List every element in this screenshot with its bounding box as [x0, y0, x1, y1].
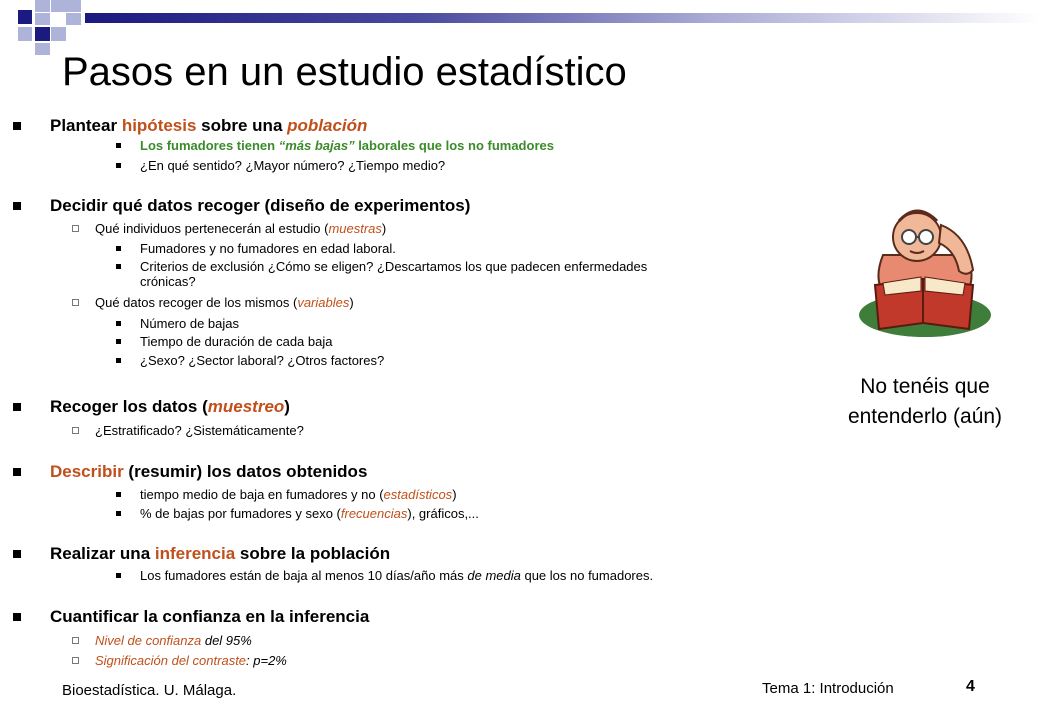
page-number: 4 [966, 678, 975, 695]
list-item: Criterios de exclusión ¿Cómo se eligen? ¿Descartamos los que padecen enfermedades [140, 259, 648, 274]
bullet-design: Decidir qué datos recoger (diseño de experimentos) [50, 196, 471, 215]
header-square [66, 13, 81, 25]
bullet-inference: Realizar una inferencia sobre la población [50, 544, 391, 563]
header-gradient-bar [85, 13, 1040, 23]
caption-line: No tenéis que [860, 375, 990, 398]
list-item: Fumadores y no fumadores en edad laboral. [140, 241, 396, 256]
list-item: ¿En qué sentido? ¿Mayor número? ¿Tiempo medio? [140, 158, 446, 173]
list-item: Número de bajas [140, 316, 239, 331]
list-item: Nivel de confianza del 95% [95, 633, 252, 648]
list-item: Los fumadores tienen “más bajas” laborales que los no fumadores [140, 138, 554, 153]
footer-topic: Tema 1: Introdución [762, 680, 894, 697]
list-item: Los fumadores están de baja al menos 10 días/año más de media que los no fumadores. [140, 568, 654, 583]
caption-line: entenderlo (aún) [847, 405, 1003, 428]
list-item: Qué datos recoger de los mismos (variables) [95, 295, 354, 310]
list-item: ¿Estratificado? ¿Sistemáticamente? [95, 423, 304, 438]
header-square [18, 10, 32, 24]
reading-man-with-book-icon [855, 195, 995, 345]
list-item-continuation: crónicas? [140, 274, 196, 289]
list-item: % de bajas por fumadores y sexo (frecuencias), gráficos,... [140, 506, 479, 521]
page-title: Pasos en un estudio estadístico [62, 50, 627, 94]
list-item: tiempo medio de baja en fumadores y no (estadísticos) [140, 487, 457, 502]
footer-institution: Bioestadística. U. Málaga. [62, 682, 237, 699]
header-square [66, 0, 81, 12]
header-square [51, 0, 66, 12]
bullet-sampling: Recoger los datos (muestreo) [50, 397, 290, 416]
bullet-confidence: Cuantificar la confianza en la inferencia [50, 607, 370, 626]
header-square [35, 0, 50, 12]
header-square [51, 27, 66, 41]
list-item: Qué individuos pertenecerán al estudio (muestras) [95, 221, 387, 236]
list-item: ¿Sexo? ¿Sector laboral? ¿Otros factores? [140, 353, 385, 368]
bullet-describe: Describir (resumir) los datos obtenidos [50, 462, 368, 481]
header-square [35, 27, 50, 41]
header-square [18, 27, 32, 41]
header-square [35, 43, 50, 55]
header-square [35, 13, 50, 25]
bullet-hypothesis: Plantear hipótesis sobre una población [50, 116, 368, 135]
list-item: Tiempo de duración de cada baja [140, 334, 333, 349]
list-item: Significación del contraste: p=2% [95, 653, 287, 668]
illustration-caption [820, 372, 1030, 432]
